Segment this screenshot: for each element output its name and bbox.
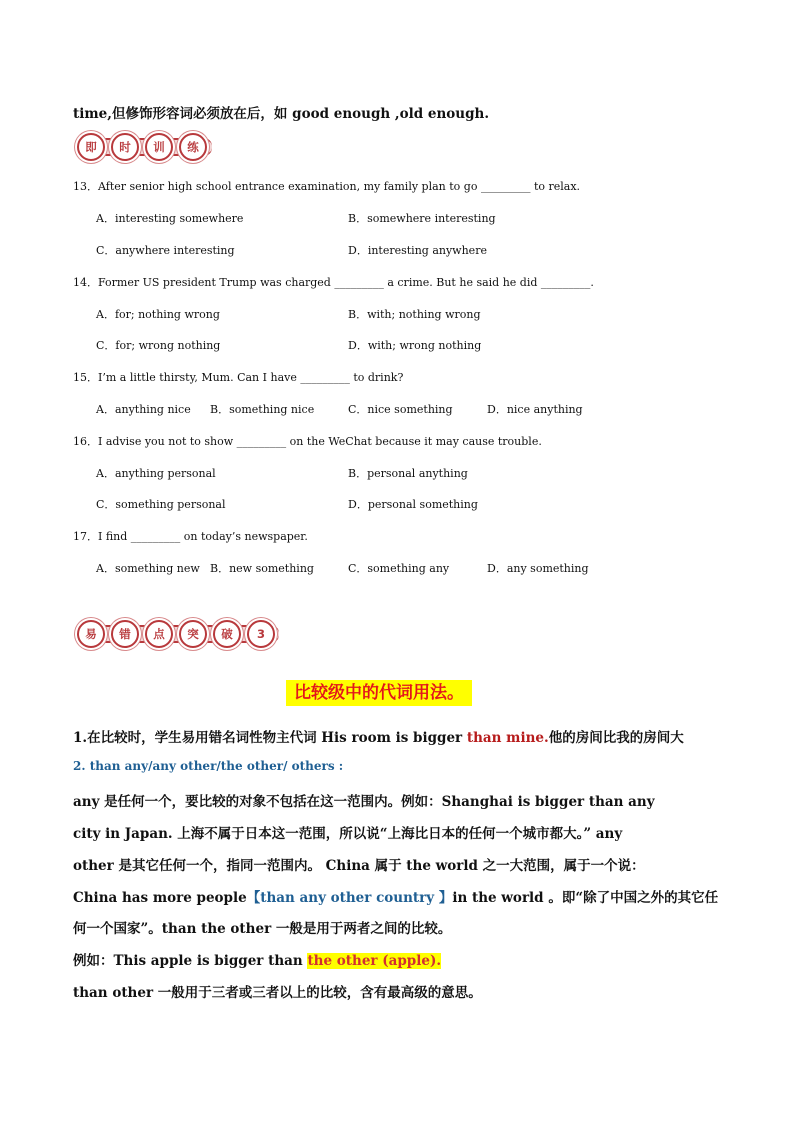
badge-char: 突 [179, 620, 207, 648]
text-run: in the world 。即“除了中国之外的其它任 [452, 890, 719, 906]
question-stem: 14．Former US president Trump was charged _________ a crime. But he said he did _________. [73, 276, 594, 289]
question-option: C．something personal [96, 498, 226, 511]
mistake-badge [77, 619, 279, 649]
question-option: A．something new [96, 562, 200, 575]
question-option: A．anything personal [96, 467, 216, 480]
question-option: D．with; wrong nothing [348, 339, 482, 352]
question-option: C．something any [348, 562, 450, 575]
question-option: B．new something [210, 562, 314, 575]
paragraph-line [73, 949, 441, 969]
paragraph-subhead: 2. than any/any other/the other/ others : [73, 759, 344, 773]
question-option: A．anything nice [96, 403, 191, 416]
question-stem: 16．I advise you not to show _________ on the WeChat because it may cause trouble. [73, 435, 542, 448]
question-option: B．something nice [210, 403, 315, 416]
question-option: D．interesting anywhere [348, 244, 487, 257]
paragraph-line: 何一个国家”。than the other 一般是用于两者之间的比较。 [73, 921, 452, 937]
text-run: China has more people [73, 890, 247, 906]
question-option: C．anywhere interesting [96, 244, 235, 257]
question-option: C．nice something [348, 403, 453, 416]
paragraph-line [73, 886, 718, 906]
badge-char: 即 [77, 133, 105, 161]
text-run: 例如：This apple is bigger than [73, 953, 308, 969]
badge-char: 点 [145, 620, 173, 648]
highlight-text: the other (apple). [307, 953, 442, 969]
question-option: D．any something [487, 562, 589, 575]
question-stem: 17．I find _________ on today’s newspaper. [73, 530, 308, 543]
badge-char: 时 [111, 133, 139, 161]
paragraph-line [73, 726, 684, 746]
question-option: B．somewhere interesting [348, 212, 496, 225]
question-stem: 13．After senior high school entrance examination, my family plan to go _________ to relax. [73, 180, 581, 193]
question-option: B．with; nothing wrong [348, 308, 481, 321]
question-stem: 15．I’m a little thirsty, Mum. Can I have _________ to drink? [73, 371, 404, 384]
text-run: 他的房间比我的房间大 [548, 730, 684, 746]
question-option: D．personal something [348, 498, 478, 511]
paragraph-line: other 是其它任何一个，指同一范围内。 China 属于 the world 之一大范围，属于一个说： [73, 858, 645, 874]
badge-char: 易 [77, 620, 105, 648]
paragraph-line: city in Japan. 上海不属于日本这一范围，所以说“上海比日本的任何一个城市都大。” any [73, 826, 623, 842]
question-option: D．nice anything [487, 403, 583, 416]
highlight-text: 【than any other country 】 [246, 890, 453, 906]
badge-char: 练 [179, 133, 207, 161]
question-option: A．interesting somewhere [96, 212, 244, 225]
intro-text: time,但修饰形容词必须放在后，如 good enough ,old enough. [73, 106, 490, 122]
practice-badge [77, 133, 212, 161]
question-option: C．for; wrong nothing [96, 339, 221, 352]
text-run: 1.在比较时，学生易用错名词性物主代词 His room is bigger [73, 730, 467, 746]
badge-char: 训 [145, 133, 173, 161]
badge-char: 错 [111, 620, 139, 648]
badge-char: 3 [247, 620, 275, 648]
section-title: 比较级中的代词用法。 [286, 680, 472, 706]
badge-char: 破 [213, 620, 241, 648]
question-option: A．for; nothing wrong [96, 308, 220, 321]
paragraph-line: any 是任何一个，要比较的对象不包括在这一范围内。例如：Shanghai is bigger than any [73, 794, 655, 810]
paragraph-line: than other 一般用于三者或三者以上的比较，含有最高级的意思。 [73, 985, 482, 1001]
highlight-text: than mine. [466, 730, 549, 746]
question-option: B．personal anything [348, 467, 468, 480]
